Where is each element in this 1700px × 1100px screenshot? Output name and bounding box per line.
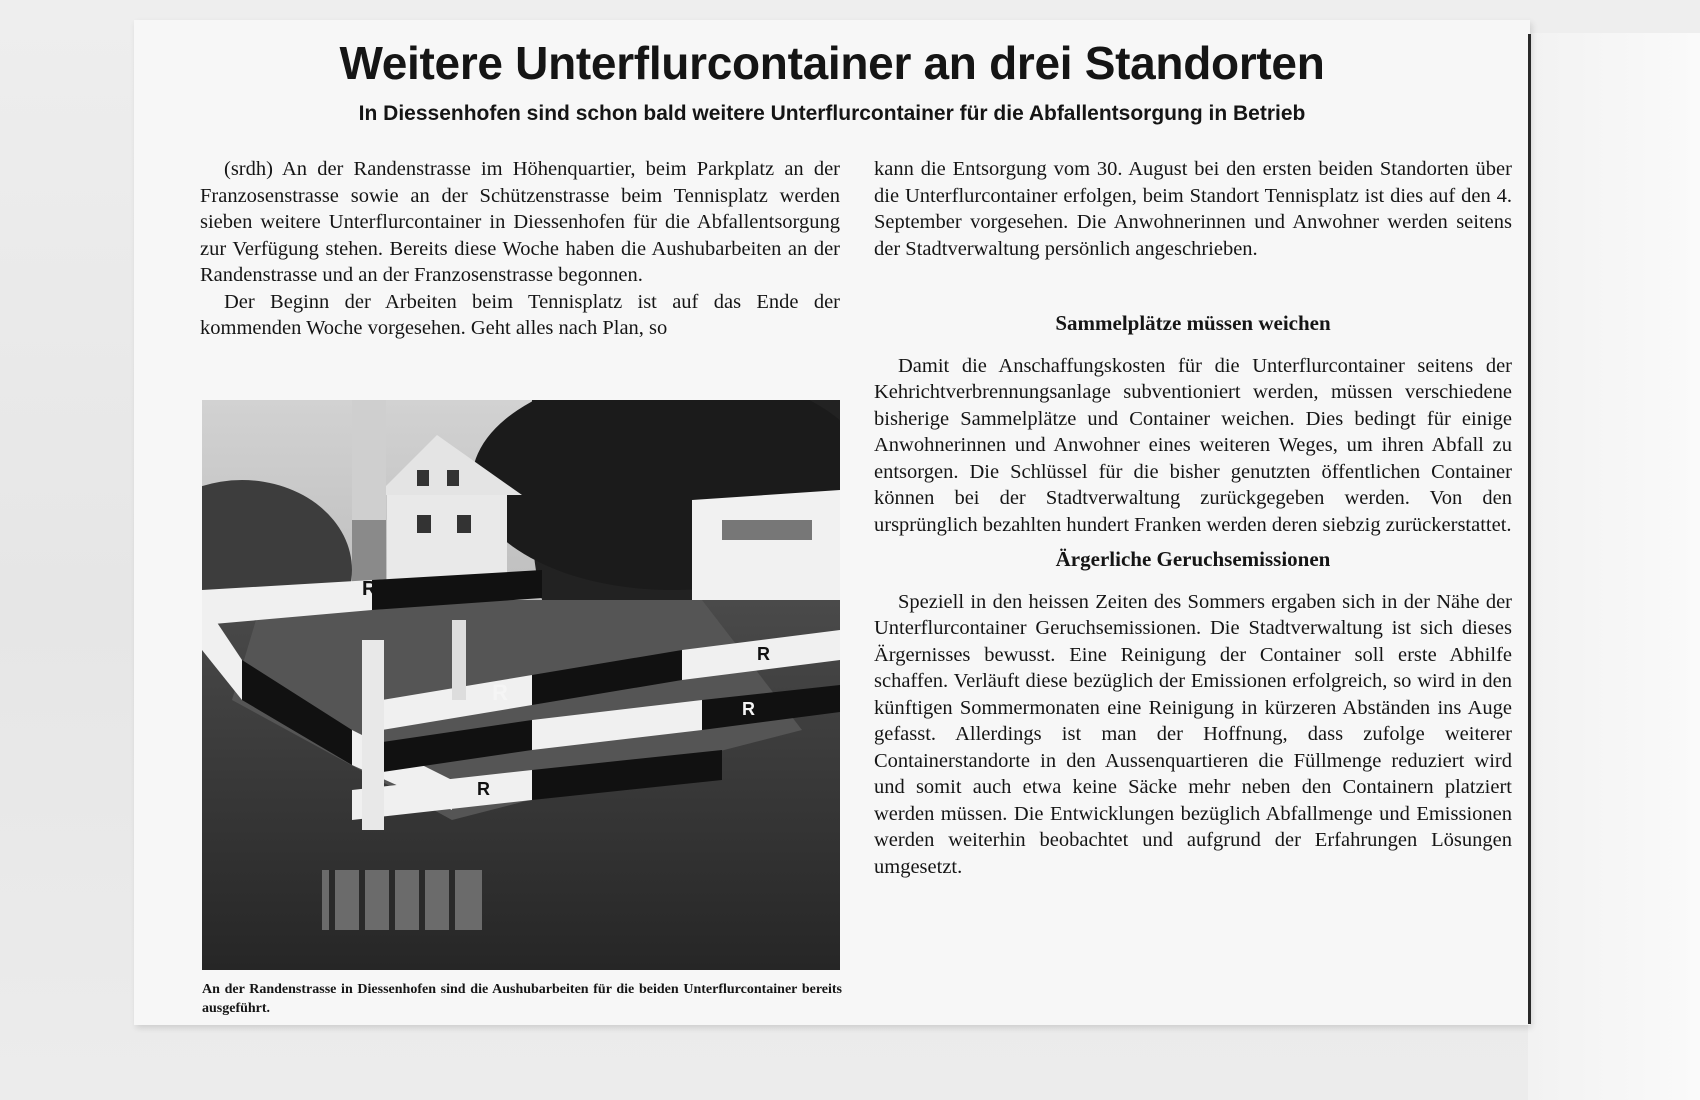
left-paragraph-1: (srdh) An der Randenstrasse im Höhenquartier, beim Parkplatz an der Franzosenstrasse sowie an der Schützenstrasse beim Tennisplatz werden sieben weitere Unterflurcontainer in Diessenhofen für die Abfallentsorgung zur Verfügung stehen. Bereits diese Woche haben die Aushubarbeiten an der Randenstrasse und an der Franzosenstrasse begonnen. [200,158,840,286]
right-paragraph-1: kann die Entsorgung vom 30. August bei den ersten beiden Standorten über die Unterflurcontainer erfolgen, beim Standort Tennisplatz ist dies auf den 4. September vorgesehen. Die Anwohnerinnen und Anwohner werden seitens der Stadtverwaltung persönlich angeschrieben. [874,158,1512,260]
background-sheet [1528,33,1700,1100]
left-paragraph-2: Der Beginn der Arbeiten beim Tennisplatz ist auf das Ende der kommenden Woche vorgesehen. Geht alles nach Plan, so [200,290,840,339]
construction-site-image [202,400,840,970]
svg-text:R: R [362,578,377,600]
left-column [200,156,840,342]
section-2-paragraph: Speziell in den heissen Zeiten des Sommers ergaben sich in der Nähe der Unterflurcontainer Geruchsemissionen. Die Stadtverwaltung ist sich dieses Ärgernisses bewusst. Eine Reinigung der Container soll erste Abhilfe schaffen. Verläuft diese bezüglich der Emissionen erfolgreich, so wird in den künftigen Sommermonaten eine Reinigung in kürzeren Abständen ins Auge gefasst. Allerdings ist man der Hoffnung, dass zufolge weiterer Containerstandorte in den Aussenquartieren die Füllmenge reduziert wird und somit auch etwa keine Säcke mehr neben den Containern platziert werden müssen. Die Entwicklungen bezüglich Abfallmenge und Emissionen werden weiterhin beobachtet und aufgrund der Erfahrungen Lösungen umgesetzt. [874,590,1512,878]
svg-text:R: R [742,699,755,719]
svg-text:R: R [477,779,490,799]
right-column [874,156,1512,880]
svg-text:R: R [492,680,508,705]
section-heading-sammelplaetze: Sammelplätze müssen weichen [1055,311,1331,335]
article-photo [202,400,840,970]
photo-caption: An der Randenstrasse in Diessenhofen sind die Aushubarbeiten für die beiden Unterflurcontainer bereits ausgeführt. [202,982,842,1016]
newspaper-clipping [134,20,1530,1025]
article-subheadline: In Diessenhofen sind schon bald weitere Unterflurcontainer für die Abfallentsorgung in Betrieb [358,102,1306,125]
article-headline: Weitere Unterflurcontainer an drei Standorten [339,37,1325,89]
section-heading-geruchsemissionen: Ärgerliche Geruchsemissionen [1055,547,1331,571]
clipping-edge-shadow [1528,34,1531,1024]
section-1-paragraph: Damit die Anschaffungskosten für die Unterflurcontainer seitens der Kehrichtverbrennungsanlage subventioniert werden, müssen verschiedene bisherige Sammelplätze und Container weichen. Dies bedingt für einige Anwohnerinnen und Anwohner eines weiteren Weges, um ihren Abfall zu entsorgen. Die Schlüssel für die bisher genutzten öffentlichen Container können bei der Stadtverwaltung zurückgegeben werden. Von den ursprünglich bezahlten hundert Franken werden deren siebzig zurückerstattet. [874,354,1512,536]
svg-text:R: R [757,644,770,664]
